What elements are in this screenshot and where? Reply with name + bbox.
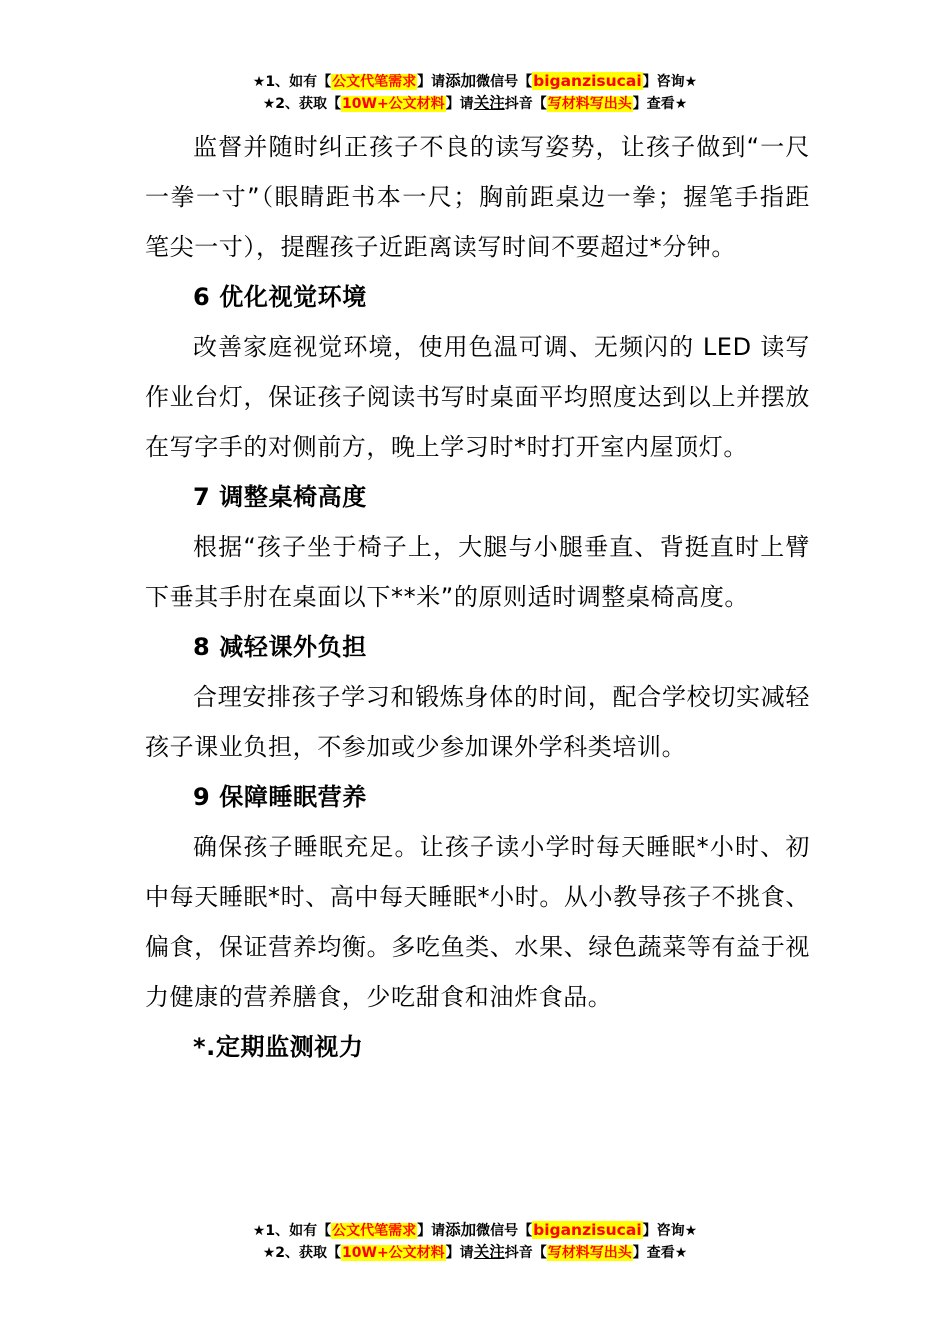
notice-line-1 [0, 1219, 950, 1241]
paragraph-posture: 监督并随时纠正孩子不良的读写姿势，让孩子做到“一尺一拳一寸”（眼睛距书本一尺；胸前距桌边一拳；握笔手指距笔尖一寸），提醒孩子近距离读写时间不要超过*分钟。 [145, 133, 810, 261]
notice-text: 】咨询★ [642, 74, 698, 90]
notice-line-2 [0, 92, 950, 114]
notice-text: ★2、获取【 [262, 1245, 342, 1261]
notice-text: 】请 [417, 1223, 446, 1239]
notice-emphasis: 添加 [445, 1221, 477, 1239]
notice-text: ★1、如有【 [252, 1223, 332, 1239]
paragraph-9: 确保孩子睡眠充足。让孩子读小学时每天睡眠*小时、初中每天睡眠*时、高中每天睡眠*小时。从小教导孩子不挑食、偏食，保证营养均衡。多吃鱼类、水果、绿色蔬菜等有益于视力健康的营养膳食，少吃甜食和油炸食品。 [145, 833, 810, 1011]
notice-line-1 [0, 70, 950, 92]
notice-text: 】咨询★ [642, 1223, 698, 1239]
top-notice [0, 70, 950, 114]
notice-line-2 [0, 1241, 950, 1263]
notice-text: 】请 [445, 96, 474, 112]
wechat-id-highlight: biganzisucai [533, 72, 642, 90]
notice-text: ★1、如有【 [252, 74, 332, 90]
document-body [145, 122, 810, 1072]
notice-highlight: 公文代笔需求 [332, 1223, 417, 1239]
notice-text: 】请 [445, 1245, 474, 1261]
notice-emphasis: 关注 [473, 1243, 505, 1261]
section-heading-9: 9 保障睡眠营养 [193, 783, 367, 811]
notice-text: 抖音【 [504, 1245, 547, 1261]
notice-highlight: 10W+公文材料 [342, 96, 445, 112]
notice-text: ★2、获取【 [262, 96, 342, 112]
wechat-id-highlight: biganzisucai [533, 1221, 642, 1239]
notice-highlight: 10W+公文材料 [342, 1245, 445, 1261]
notice-text: 抖音【 [504, 96, 547, 112]
section-heading-7: 7 调整桌椅高度 [193, 483, 367, 511]
notice-emphasis: 关注 [473, 94, 505, 112]
notice-emphasis: 添加 [445, 72, 477, 90]
notice-text: 微信号【 [476, 74, 533, 90]
notice-text: 】查看★ [632, 1245, 688, 1261]
section-heading-10: *.定期监测视力 [193, 1033, 364, 1061]
bottom-notice [0, 1219, 950, 1263]
paragraph-7: 根据“孩子坐于椅子上，大腿与小腿垂直、背挺直时上臂下垂其手肘在桌面以下**米”的原则适时调整桌椅高度。 [145, 533, 810, 611]
paragraph-6: 改善家庭视觉环境，使用色温可调、无频闪的 LED 读写作业台灯，保证孩子阅读书写时桌面平均照度达到以上并摆放在写字手的对侧前方，晚上学习时*时打开室内屋顶灯。 [145, 333, 810, 461]
paragraph-8: 合理安排孩子学习和锻炼身体的时间，配合学校切实减轻孩子课业负担，不参加或少参加课外学科类培训。 [145, 683, 810, 761]
douyin-account-highlight: 写材料写出头 [547, 96, 632, 112]
notice-text: 微信号【 [476, 1223, 533, 1239]
section-heading-8: 8 减轻课外负担 [193, 633, 367, 661]
notice-text: 】请 [417, 74, 446, 90]
notice-highlight: 公文代笔需求 [332, 74, 417, 90]
douyin-account-highlight: 写材料写出头 [547, 1245, 632, 1261]
notice-text: 】查看★ [632, 96, 688, 112]
section-heading-6: 6 优化视觉环境 [193, 283, 367, 311]
